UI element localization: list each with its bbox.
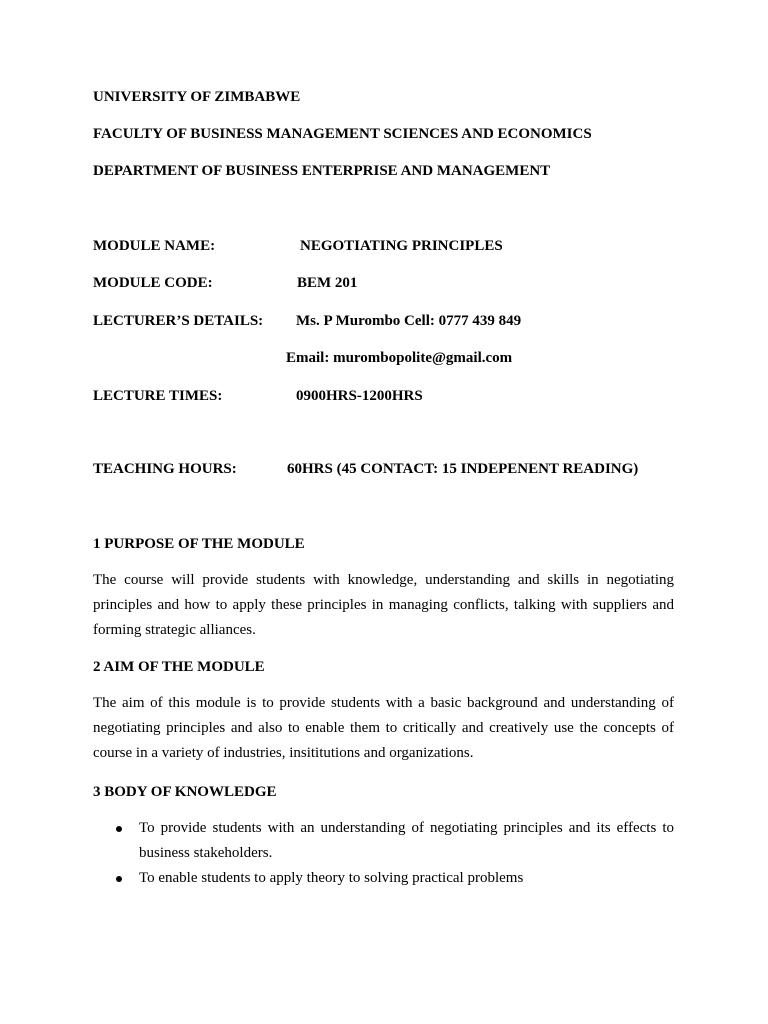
purpose-line: The course will provide students with knowledge, understanding and skills in negotiating	[93, 572, 674, 588]
teaching-hours-value: 60HRS (45 CONTACT: 15 INDEPENENT READING)	[287, 461, 639, 477]
list-item-text: To provide students with an understanding of negotiating principles and its effects to	[139, 820, 674, 836]
purpose-line: principles and how to apply these principles in managing conflicts, talking with suppliers and	[93, 597, 674, 613]
purpose-line: forming strategic alliances.	[93, 622, 256, 638]
lecturer-details-value: Ms. P Murombo Cell: 0777 439 849	[296, 313, 522, 329]
university-name: UNIVERSITY OF ZIMBABWE	[93, 89, 301, 105]
bullet-icon	[116, 826, 122, 832]
lecturer-email: Email: murombopolite@gmail.com	[286, 350, 513, 366]
module-name-value: NEGOTIATING PRINCIPLES	[300, 238, 503, 254]
department-name: DEPARTMENT OF BUSINESS ENTERPRISE AND MANAGEMENT	[93, 163, 551, 179]
aim-paragraph	[93, 691, 674, 766]
lecturer-details-label: LECTURER’S DETAILS:	[93, 313, 264, 329]
list-item	[93, 816, 674, 866]
aim-heading: 2 AIM OF THE MODULE	[93, 659, 265, 675]
lecture-times-label: LECTURE TIMES:	[93, 388, 223, 404]
list-item	[93, 866, 674, 891]
bullet-icon	[116, 876, 122, 882]
module-name-label: MODULE NAME:	[93, 238, 216, 254]
list-item-text: business stakeholders.	[139, 845, 273, 861]
purpose-heading: 1 PURPOSE OF THE MODULE	[93, 536, 305, 552]
aim-line: negotiating principles and also to enable them to critically and creatively use the concepts of	[93, 720, 674, 736]
aim-line: The aim of this module is to provide students with a basic background and understanding of	[93, 695, 674, 711]
aim-line: course in a variety of industries, insititutions and organizations.	[93, 745, 474, 761]
knowledge-bullet-list	[93, 816, 674, 891]
list-item-text: To enable students to apply theory to solving practical problems	[139, 870, 524, 886]
module-code-value: BEM 201	[297, 275, 358, 291]
knowledge-heading: 3 BODY OF KNOWLEDGE	[93, 784, 277, 800]
purpose-paragraph	[93, 568, 674, 643]
lecture-times-value: 0900HRS-1200HRS	[296, 388, 423, 404]
module-code-label: MODULE CODE:	[93, 275, 213, 291]
faculty-name: FACULTY OF BUSINESS MANAGEMENT SCIENCES AND ECONOMICS	[93, 126, 592, 142]
teaching-hours-label: TEACHING HOURS:	[93, 461, 237, 477]
